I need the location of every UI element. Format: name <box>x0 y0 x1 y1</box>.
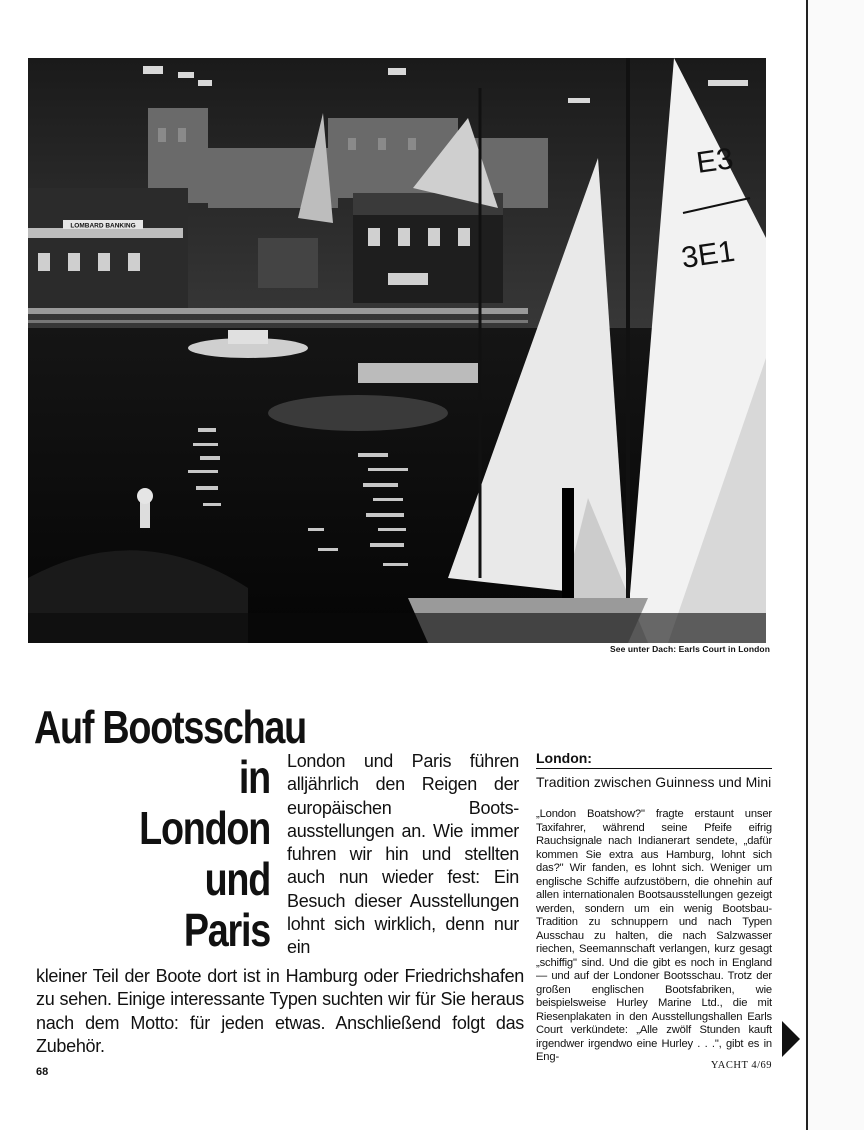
headline-word-und: und <box>204 853 270 905</box>
lombard-banking-sign: LOMBARD BANKING <box>70 222 136 230</box>
headline-line-1: Auf Bootsschau <box>34 701 306 753</box>
sail-number-top: E3 <box>694 142 736 180</box>
intro-text-wide: kleiner Teil der Boote dort ist in Hamburg oder Friedrichshafen zu sehen. Einige interessante Typen suchten wir für Sie heraus nach dem Motto: für jeden etwas. Anschließend folgt das Zubehör. <box>36 966 524 1056</box>
scan-margin <box>808 0 864 1130</box>
headline-word-paris: Paris <box>183 904 270 956</box>
page-number: 68 <box>36 1066 49 1078</box>
sail-number-bottom: 3E1 <box>679 234 737 275</box>
photo-caption: See unter Dach: Earls Court in London <box>609 644 770 654</box>
section-title: London: <box>536 750 772 769</box>
harbor-photo <box>28 58 766 643</box>
continue-arrow-icon <box>782 1021 800 1057</box>
headline-word-in: in <box>238 751 270 803</box>
section-subtitle: Tradition zwischen Guinness und Mini <box>536 774 772 790</box>
magazine-issue: YACHT 4/69 <box>710 1060 772 1071</box>
section-body: „London Boatshow?" fragte erstaunt unser Taxifahrer, während seine Pfeife eifrig Rauchsignale nach Indianerart sendete, „dafür kommen Sie extra aus Hamburg, lohnt sich das?" Wir fanden, es lohnt sich. Weniger um englische Schiffe aufzustöbern, die ohnehin auf allen internationalen Bootsausstellungen gezeigt werden, sondern um ein wenig Bootsbau-Tradition zu schnuppern und nach Typen Ausschau zu halten, die nach Salzwasser riechen, Seemannschaft verlangen, kurz gesagt „schiffig" sind. Und die gibt es noch in England — und auf der Londoner Bootsschau. Trotz der großen englischen Bootsfabriken, wie beispielsweise Hurley Marine Ltd., die mit Riesenplakaten in den Ausstellungshallen Earls Court verkündete: „Alle zwölf Stunden kauft irgendwer irgendwo eine Hurley . . .", gibt es in Eng- <box>536 808 772 1063</box>
headline-stack <box>110 752 270 956</box>
headline-word-london: London <box>139 802 270 854</box>
intro-text-narrow: London und Paris führen alljährlich den Reigen der europäischen Boots-ausstellungen an. Wie immer fuhren wir hin und stellten auch nun wieder fest: Ein Besuch dieser Ausstellungen lohnt sich wirklich, denn nur ein <box>287 751 519 958</box>
